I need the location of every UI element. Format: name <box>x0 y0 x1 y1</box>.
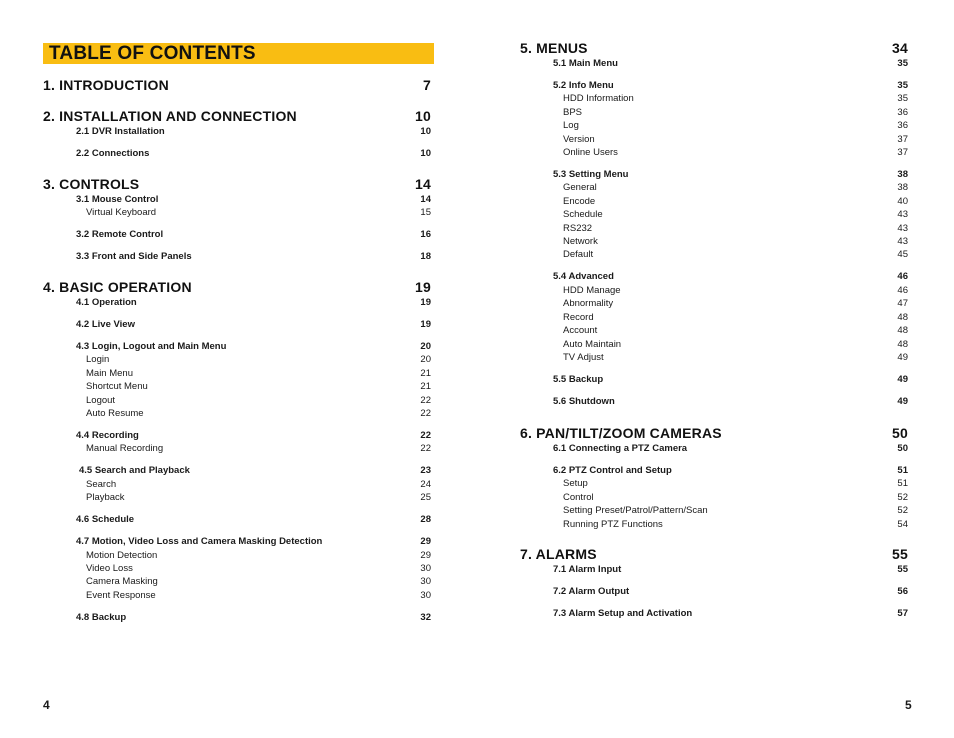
toc-section <box>520 39 908 408</box>
entry-label: Virtual Keyboard <box>86 207 157 219</box>
toc-item-entry[interactable] <box>43 562 431 575</box>
entry-label: Login <box>86 354 110 366</box>
entry-label: 5.3 Setting Menu <box>553 169 629 181</box>
entry-page: 24 <box>420 478 431 490</box>
entry-page: 30 <box>420 589 431 601</box>
page-number-right: 5 <box>905 698 912 712</box>
entry-label: 4.3 Login, Logout and Main Menu <box>76 341 227 352</box>
entry-label: 5.2 Info Menu <box>553 80 614 91</box>
page-number-left: 4 <box>43 698 50 712</box>
toc-item-entry[interactable] <box>520 92 908 105</box>
entry-label: HDD Information <box>563 93 634 105</box>
entry-page: 25 <box>420 492 431 504</box>
entry-label: Setting Preset/Patrol/Pattern/Scan <box>563 505 708 517</box>
section-heading[interactable] <box>520 424 908 442</box>
entry-page: 14 <box>420 194 431 205</box>
entry-page: 43 <box>897 222 908 234</box>
entry-label: Schedule <box>563 209 603 221</box>
entry-page: 36 <box>897 120 908 132</box>
toc-item-entry[interactable] <box>43 589 431 602</box>
toc-subsection-entry[interactable] <box>520 464 908 477</box>
entry-page: 38 <box>897 169 908 181</box>
entry-label: 4.8 Backup <box>76 611 127 623</box>
entry-label: Network <box>563 236 598 248</box>
entry-page: 21 <box>420 367 431 379</box>
entry-label: 5.1 Main Menu <box>553 58 618 69</box>
entry-label: Account <box>563 325 598 337</box>
entry-label: 7.3 Alarm Setup and Activation <box>553 608 693 619</box>
entry-page: 16 <box>420 229 431 241</box>
entry-label: 3.1 Mouse Control <box>76 194 159 205</box>
entry-page: 43 <box>897 209 908 221</box>
section-heading-page: 7 <box>423 77 431 93</box>
entry-page: 19 <box>420 297 431 308</box>
toc-subsection-entry[interactable] <box>43 228 431 241</box>
entry-label: 6.1 Connecting a PTZ Camera <box>553 443 688 454</box>
toc-item-entry[interactable] <box>520 297 908 310</box>
entry-label: BPS <box>563 106 583 118</box>
toc-item-entry[interactable] <box>520 235 908 248</box>
entry-label: Video Loss <box>86 563 133 575</box>
entry-page: 48 <box>897 338 908 350</box>
toc-subsection-entry[interactable] <box>43 296 431 309</box>
section-heading-label: 7. ALARMS <box>520 546 597 562</box>
entry-label: 4.1 Operation <box>76 297 137 308</box>
toc-item-entry[interactable] <box>520 133 908 146</box>
section-heading-page: 55 <box>892 546 908 562</box>
toc-item-entry[interactable] <box>43 549 431 562</box>
toc-item-entry[interactable] <box>520 477 908 490</box>
entry-page: 45 <box>897 249 908 261</box>
toc-subsection-entry[interactable] <box>43 147 431 160</box>
toc-section <box>43 278 431 624</box>
toc-section <box>43 175 431 264</box>
toc-item-entry[interactable] <box>520 106 908 119</box>
toc-subsection-entry[interactable] <box>43 535 431 548</box>
toc-item-entry[interactable] <box>520 222 908 235</box>
toc-item-entry[interactable] <box>43 491 431 504</box>
entry-label: 3.2 Remote Control <box>76 229 164 241</box>
toc-subsection-entry[interactable] <box>520 395 908 408</box>
entry-label: Event Response <box>86 589 156 601</box>
toc-section <box>43 107 431 160</box>
toc-item-entry[interactable] <box>43 575 431 588</box>
entry-page: 36 <box>897 106 908 118</box>
entry-page: 35 <box>897 93 908 105</box>
entry-label: Default <box>563 249 594 261</box>
toc-subsection-entry[interactable] <box>43 429 431 442</box>
entry-page: 52 <box>897 505 908 517</box>
toc-item-entry[interactable] <box>43 407 431 420</box>
right-page <box>477 0 954 738</box>
toc-item-entry[interactable] <box>520 208 908 221</box>
section-heading-label: 6. PAN/TILT/ZOOM CAMERAS <box>520 425 722 441</box>
toc-subsection-entry[interactable] <box>43 250 431 263</box>
entry-label: Search <box>86 478 117 490</box>
entry-page: 30 <box>420 576 431 588</box>
entry-page: 23 <box>420 465 431 477</box>
entry-page: 28 <box>420 514 431 526</box>
section-heading-page: 34 <box>892 40 908 56</box>
entry-label: Camera Masking <box>86 576 158 588</box>
section-heading-label: 2. INSTALLATION AND CONNECTION <box>43 108 297 124</box>
entry-page: 40 <box>897 195 908 207</box>
toc-subsection-entry[interactable] <box>43 513 431 526</box>
toc-subsection-entry[interactable] <box>43 193 431 206</box>
section-heading-label: 5. MENUS <box>520 40 588 56</box>
toc-item-entry[interactable] <box>520 491 908 504</box>
entry-page: 55 <box>897 564 908 575</box>
toc-subsection-entry[interactable] <box>520 563 908 576</box>
entry-page: 54 <box>897 518 908 530</box>
entry-page: 32 <box>420 611 431 623</box>
entry-page: 29 <box>420 536 431 548</box>
section-heading[interactable] <box>520 545 908 563</box>
entry-label: Logout <box>86 394 116 406</box>
entry-page: 51 <box>897 478 908 490</box>
entry-page: 20 <box>420 341 431 352</box>
entry-label: Encode <box>563 195 596 207</box>
toc-item-entry[interactable] <box>43 478 431 491</box>
toc-subsection-entry[interactable] <box>520 607 908 620</box>
entry-label: 4.5 Search and Playback <box>79 465 190 477</box>
entry-label: 5.4 Advanced <box>553 271 614 283</box>
entry-label: Version <box>563 133 595 145</box>
entry-page: 22 <box>420 408 431 420</box>
entry-label: Running PTZ Functions <box>563 518 663 530</box>
toc-item-entry[interactable] <box>520 351 908 364</box>
entry-page: 29 <box>420 549 431 561</box>
entry-page: 57 <box>897 608 908 619</box>
entry-label: Main Menu <box>86 367 133 379</box>
toc-section <box>520 545 908 620</box>
toc-item-entry[interactable] <box>43 353 431 366</box>
toc-item-entry[interactable] <box>520 338 908 351</box>
entry-page: 48 <box>897 311 908 323</box>
section-heading[interactable] <box>520 39 908 57</box>
toc-subsection-entry[interactable] <box>43 464 431 477</box>
toc-item-entry[interactable] <box>520 181 908 194</box>
section-heading[interactable] <box>43 107 431 125</box>
entry-label: Abnormality <box>563 298 614 310</box>
entry-label: 2.2 Connections <box>76 148 150 159</box>
entry-label: 4.7 Motion, Video Loss and Camera Masking Detection <box>76 536 323 548</box>
toc-section <box>520 424 908 531</box>
section-heading-label: 1. INTRODUCTION <box>43 77 169 93</box>
entry-label: TV Adjust <box>563 351 604 363</box>
section-heading-page: 10 <box>415 108 431 124</box>
entry-page: 35 <box>897 58 908 69</box>
entry-page: 43 <box>897 236 908 248</box>
toc-subsection-entry[interactable] <box>520 270 908 283</box>
entry-label: Auto Maintain <box>563 338 622 350</box>
entry-page: 22 <box>420 430 431 442</box>
entry-page: 18 <box>420 251 431 263</box>
section-heading[interactable] <box>43 76 431 94</box>
section-heading-page: 14 <box>415 176 431 192</box>
entry-page: 49 <box>897 395 908 407</box>
toc-item-entry[interactable] <box>43 380 431 393</box>
entry-label: 5.5 Backup <box>553 373 604 385</box>
entry-label: Motion Detection <box>86 549 158 561</box>
entry-page: 15 <box>420 207 431 219</box>
entry-label: 7.1 Alarm Input <box>553 564 622 575</box>
toc-item-entry[interactable] <box>520 284 908 297</box>
entry-label: 3.3 Front and Side Panels <box>76 251 192 263</box>
toc-item-entry[interactable] <box>43 206 431 219</box>
toc-subsection-entry[interactable] <box>43 318 431 331</box>
section-heading-page: 19 <box>415 279 431 295</box>
toc-title: TABLE OF CONTENTS <box>43 43 434 64</box>
entry-label: 4.6 Schedule <box>76 514 135 526</box>
toc-subsection-entry[interactable] <box>520 79 908 92</box>
section-heading[interactable] <box>43 278 431 296</box>
entry-page: 47 <box>897 298 908 310</box>
entry-page: 51 <box>897 465 908 476</box>
entry-page: 50 <box>897 443 908 454</box>
entry-label: General <box>563 182 597 194</box>
entry-page: 46 <box>897 271 908 283</box>
entry-label: Auto Resume <box>86 408 144 420</box>
toc-item-entry[interactable] <box>43 367 431 380</box>
entry-page: 37 <box>897 147 908 159</box>
entry-label: Setup <box>563 478 588 490</box>
entry-page: 46 <box>897 284 908 296</box>
section-heading-page: 50 <box>892 425 908 441</box>
entry-page: 22 <box>420 443 431 455</box>
toc-item-entry[interactable] <box>520 504 908 517</box>
toc-subsection-entry[interactable] <box>520 442 908 455</box>
entry-page: 37 <box>897 133 908 145</box>
entry-label: 2.1 DVR Installation <box>76 126 165 137</box>
entry-page: 20 <box>420 354 431 366</box>
entry-label: 4.2 Live View <box>76 319 135 330</box>
entry-page: 49 <box>897 351 908 363</box>
entry-page: 19 <box>420 319 431 330</box>
toc-item-entry[interactable] <box>520 518 908 531</box>
section-heading-label: 3. CONTROLS <box>43 176 140 192</box>
toc-item-entry[interactable] <box>520 311 908 324</box>
entry-label: Online Users <box>563 147 618 159</box>
entry-label: 6.2 PTZ Control and Setup <box>553 465 672 476</box>
toc-subsection-entry[interactable] <box>520 373 908 386</box>
entry-label: Shortcut Menu <box>86 381 148 393</box>
entry-label: 7.2 Alarm Output <box>553 586 630 597</box>
toc-subsection-entry[interactable] <box>520 585 908 598</box>
entry-page: 10 <box>420 148 431 159</box>
entry-page: 48 <box>897 325 908 337</box>
toc-item-entry[interactable] <box>520 324 908 337</box>
entry-label: 4.4 Recording <box>76 430 139 442</box>
entry-label: Playback <box>86 492 125 504</box>
entry-label: 5.6 Shutdown <box>553 395 615 407</box>
toc-subsection-entry[interactable] <box>43 125 431 138</box>
entry-label: Control <box>563 491 594 503</box>
entry-page: 49 <box>897 373 908 385</box>
entry-label: RS232 <box>563 222 593 234</box>
toc-item-entry[interactable] <box>520 195 908 208</box>
toc-item-entry[interactable] <box>520 119 908 132</box>
entry-label: HDD Manage <box>563 284 621 296</box>
entry-label: Record <box>563 311 594 323</box>
entry-page: 30 <box>420 563 431 575</box>
entry-page: 35 <box>897 80 908 91</box>
entry-page: 38 <box>897 182 908 194</box>
entry-page: 22 <box>420 394 431 406</box>
section-heading[interactable] <box>43 175 431 193</box>
section-heading-label: 4. BASIC OPERATION <box>43 279 192 295</box>
toc-item-entry[interactable] <box>43 394 431 407</box>
entry-page: 21 <box>420 381 431 393</box>
entry-label: Manual Recording <box>86 443 164 455</box>
entry-page: 56 <box>897 586 908 597</box>
entry-page: 52 <box>897 491 908 503</box>
toc-section <box>43 76 431 94</box>
entry-label: Log <box>563 120 579 132</box>
toc-subsection-entry[interactable] <box>520 57 908 70</box>
toc-item-entry[interactable] <box>43 442 431 455</box>
toc-item-entry[interactable] <box>520 248 908 261</box>
toc-subsection-entry[interactable] <box>43 611 431 624</box>
toc-item-entry[interactable] <box>520 146 908 159</box>
toc-subsection-entry[interactable] <box>43 340 431 353</box>
entry-page: 10 <box>420 126 431 137</box>
toc-subsection-entry[interactable] <box>520 168 908 181</box>
